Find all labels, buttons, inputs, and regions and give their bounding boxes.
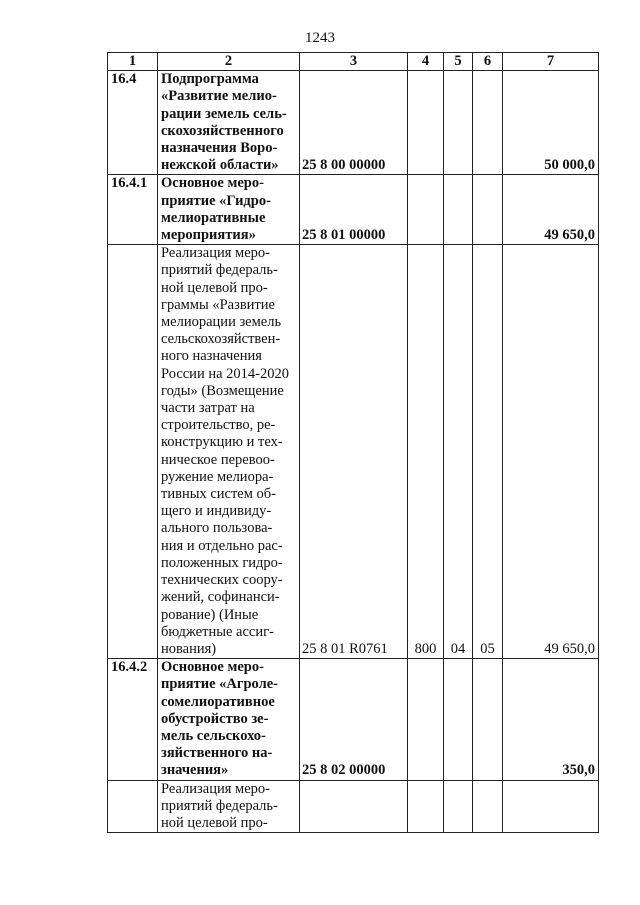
row-code: 25 8 02 00000: [300, 659, 408, 780]
column-header: 4: [408, 53, 444, 71]
row-col4: 800: [408, 245, 444, 659]
row-col6: [473, 175, 503, 245]
row-col6: 05: [473, 245, 503, 659]
row-col4: [408, 780, 444, 833]
row-number: 16.4.2: [108, 659, 158, 780]
row-col5: [444, 659, 473, 780]
row-code: 25 8 01 00000: [300, 175, 408, 245]
table-row: [108, 659, 599, 780]
row-name: Реализация меро- приятий федераль- ной целевой про- граммы «Развитие мелиорации земель сельскохозяйствен- ного назначения России на 2014-2020 годы» (Возмещение части затрат на строительство, ре- конструкцию и тех- ническое перевоо- ружение мелиора- тивных систем об- щего и индивиду- ального пользова- ния и отдельно рас- положенных гидро- технических соору- жений, софинанси- рование) (Иные бюджетные ассиг- нования): [158, 245, 300, 659]
row-col5: 04: [444, 245, 473, 659]
row-number: [108, 780, 158, 833]
row-col6: [473, 659, 503, 780]
table-row: [108, 780, 599, 833]
budget-table: [107, 52, 599, 833]
row-code: [300, 780, 408, 833]
row-code: 25 8 01 R0761: [300, 245, 408, 659]
row-code: 25 8 00 00000: [300, 71, 408, 175]
row-number: [108, 245, 158, 659]
table-row: [108, 245, 599, 659]
page-number: 1243: [305, 30, 335, 46]
column-header: 3: [300, 53, 408, 71]
row-col5: [444, 175, 473, 245]
row-name: Основное меро- приятие «Гидро- мелиоративные мероприятия»: [158, 175, 300, 245]
row-amount: 350,0: [503, 659, 599, 780]
table-row: [108, 175, 599, 245]
row-col4: [408, 71, 444, 175]
row-col4: [408, 659, 444, 780]
header-row: [108, 53, 599, 71]
row-col5: [444, 71, 473, 175]
row-amount: 50 000,0: [503, 71, 599, 175]
column-header: 7: [503, 53, 599, 71]
row-name: Подпрограмма «Развитие мелио- рации земель сель- скохозяйственного назначения Воро- нежской области»: [158, 71, 300, 175]
row-number: 16.4: [108, 71, 158, 175]
row-col6: [473, 780, 503, 833]
column-header: 2: [158, 53, 300, 71]
row-amount: [503, 780, 599, 833]
row-col6: [473, 71, 503, 175]
row-number: 16.4.1: [108, 175, 158, 245]
column-header: 5: [444, 53, 473, 71]
row-name: Основное меро- приятие «Агролe- сомелиоративное обустройство зе- мель сельскохо- зяйственного на- значения»: [158, 659, 300, 780]
row-amount: 49 650,0: [503, 245, 599, 659]
row-col4: [408, 175, 444, 245]
column-header: 6: [473, 53, 503, 71]
column-header: 1: [108, 53, 158, 71]
row-amount: 49 650,0: [503, 175, 599, 245]
row-col5: [444, 780, 473, 833]
row-name: Реализация меро- приятий федераль- ной целевой про-: [158, 780, 300, 833]
table-row: [108, 71, 599, 175]
